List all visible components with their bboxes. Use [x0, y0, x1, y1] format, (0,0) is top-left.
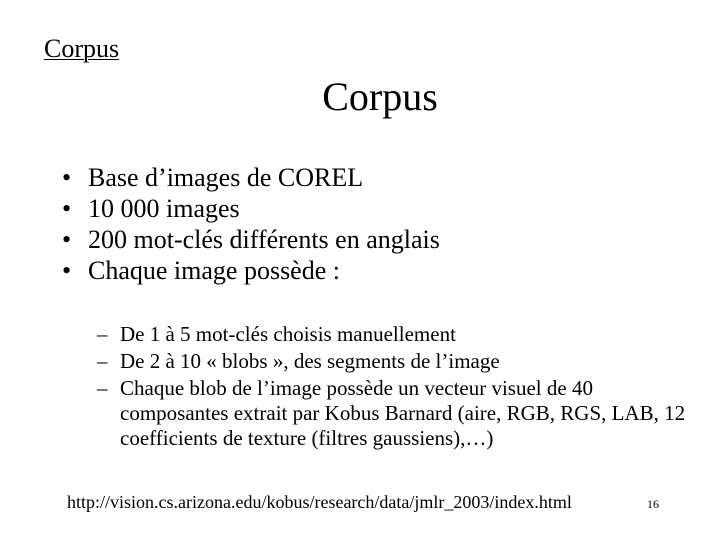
sub-bullet-text: De 2 à 10 « blobs », des segments de l’image: [120, 349, 500, 373]
bullet-text: Base d’images de COREL: [88, 163, 364, 192]
slide-title: Corpus: [322, 74, 438, 119]
dash-icon: –: [97, 322, 108, 346]
bullet-icon: •: [62, 163, 72, 192]
bullet-icon: •: [62, 194, 72, 223]
sub-bullet-text: De 1 à 5 mot-clés choisis manuellement: [120, 322, 456, 346]
bullet-text: 10 000 images: [88, 194, 240, 223]
sub-bullet-item: [97, 376, 687, 451]
bullet-item: [62, 162, 440, 193]
page-number: 16: [647, 497, 659, 511]
sub-bullet-item: [97, 349, 687, 374]
bullet-item: [62, 193, 440, 224]
sub-bullet-list: [97, 322, 687, 453]
sub-bullet-text: Chaque blob de l’image possède un vecteur visuel de 40 composantes extrait par Kobus Barnard (aire, RGB, RGS, LAB, 12 coefficients de texture (filtres gaussiens),…): [120, 376, 686, 450]
corner-title-link[interactable]: Corpus: [44, 34, 120, 63]
dash-icon: –: [97, 376, 108, 400]
bullet-text: 200 mot-clés différents en anglais: [88, 225, 440, 254]
dash-icon: –: [97, 349, 108, 373]
bullet-icon: •: [62, 256, 72, 285]
sub-bullet-item: [97, 322, 687, 347]
bullet-item: [62, 255, 440, 286]
bullet-list: [62, 162, 440, 286]
footer-url[interactable]: http://vision.cs.arizona.edu/kobus/research/data/jmlr_2003/index.html: [67, 492, 572, 512]
bullet-text: Chaque image possède :: [88, 256, 340, 285]
bullet-icon: •: [62, 225, 72, 254]
bullet-item: [62, 224, 440, 255]
